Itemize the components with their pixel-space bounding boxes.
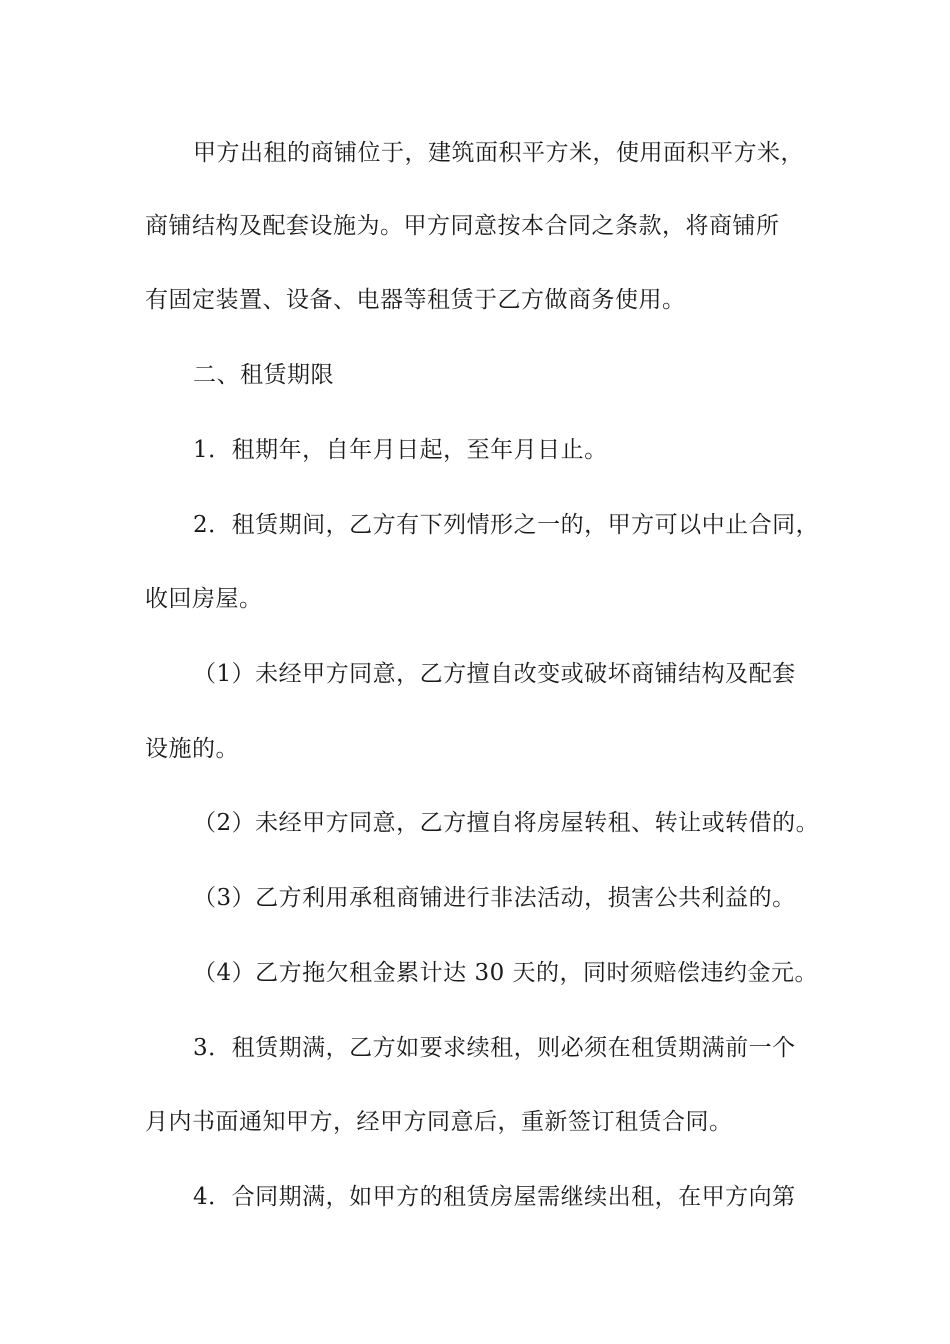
section-heading: 二、租赁期限: [193, 362, 334, 388]
sub-clause-line: （3）乙方利用承租商铺进行非法活动，损害公共利益的。: [193, 885, 796, 911]
clause-line: 2．租赁期间，乙方有下列情形之一的，甲方可以中止合同，: [193, 512, 820, 538]
sub-clause-line: （4）乙方拖欠租金累计达 30 天的，同时须赔偿违约金元。: [193, 960, 819, 986]
sub-clause-line: （1）未经甲方同意，乙方擅自改变或破坏商铺结构及配套: [193, 661, 796, 687]
paragraph-line: 甲方出租的商铺位于，建筑面积平方米，使用面积平方米，: [193, 140, 804, 166]
sub-clause-line: （2）未经甲方同意，乙方擅自将房屋转租、转让或转借的。: [193, 810, 820, 836]
clause-line: 4．合同期满，如甲方的租赁房屋需继续出租，在甲方向第: [193, 1184, 796, 1210]
paragraph-line: 有固定装置、设备、电器等租赁于乙方做商务使用。: [145, 287, 686, 313]
clause-line: 收回房屋。: [145, 586, 263, 612]
sub-clause-line: 设施的。: [145, 736, 239, 762]
clause-line: 3．租赁期满，乙方如要求续租，则必须在租赁期满前一个: [193, 1035, 796, 1061]
clause-line: 1．租期年，自年月日起，至年月日止。: [193, 437, 608, 463]
clause-line: 月内书面通知甲方，经甲方同意后，重新签订租赁合同。: [145, 1109, 733, 1135]
paragraph-line: 商铺结构及配套设施为。甲方同意按本合同之条款，将商铺所: [145, 213, 780, 239]
